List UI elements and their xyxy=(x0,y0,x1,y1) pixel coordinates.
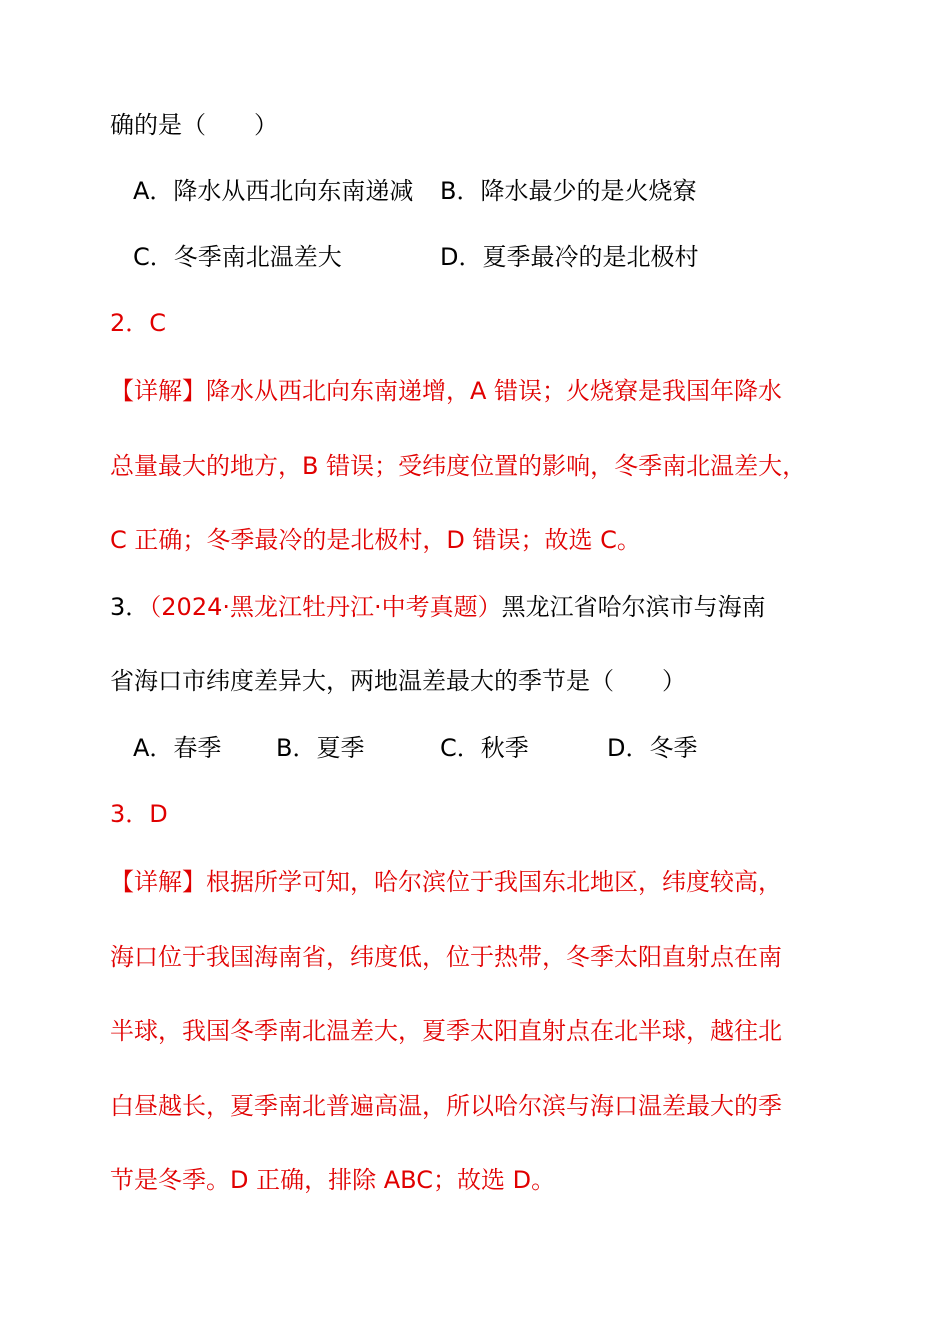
answer-3-explanation-line-5: 节是冬季。D 正确，排除 ABC；故选 D。 xyxy=(110,1166,556,1194)
answer-2-explanation-line-1: 【详解】降水从西北向东南递增，A 错误；火烧寮是我国年降水 xyxy=(110,377,783,405)
answer-3-explanation-line-4: 白昼越长，夏季南北普遍高温，所以哈尔滨与海口温差最大的季 xyxy=(110,1092,782,1120)
answer-2-explanation-line-2: 总量最大的地方，B 错误；受纬度位置的影响，冬季南北温差大， xyxy=(110,452,807,480)
question-1-option-a: A．降水从西北向东南递减 xyxy=(133,177,414,205)
question-3-source: （2024·黑龙江牡丹江·中考真题） xyxy=(149,593,502,621)
question-3-stem-line-2: 省海口市纬度差异大，两地温差最大的季节是（ ） xyxy=(110,667,686,695)
question-3-stem-line-1 xyxy=(110,590,766,624)
answer-3-explanation-line-2: 海口位于我国海南省，纬度低，位于热带，冬季太阳直射点在南 xyxy=(110,943,782,971)
question-1-option-b: B．降水最少的是火烧寮 xyxy=(440,177,697,205)
question-3-option-b: B．夏季 xyxy=(276,734,365,762)
question-3-option-c: C．秋季 xyxy=(440,734,529,762)
question-3-option-a: A．春季 xyxy=(133,734,222,762)
question-3-option-d: D．冬季 xyxy=(607,734,698,762)
question-3-number: 3． xyxy=(110,593,150,621)
answer-2-explanation-line-3: C 正确；冬季最冷的是北极村，D 错误；故选 C。 xyxy=(110,526,641,554)
question-3-stem-text: 黑龙江省哈尔滨市与海南 xyxy=(501,593,766,621)
answer-3-explanation-line-1: 【详解】根据所学可知，哈尔滨位于我国东北地区，纬度较高， xyxy=(110,868,782,896)
answer-3-label: 3．D xyxy=(110,800,168,828)
question-1-option-c: C．冬季南北温差大 xyxy=(133,243,342,271)
answer-3-explanation-line-3: 半球，我国冬季南北温差大，夏季太阳直射点在北半球，越往北 xyxy=(110,1017,782,1045)
answer-2-label: 2．C xyxy=(110,309,167,337)
question-1-stem: 确的是（ ） xyxy=(110,111,278,139)
question-1-option-d: D．夏季最冷的是北极村 xyxy=(440,243,699,271)
